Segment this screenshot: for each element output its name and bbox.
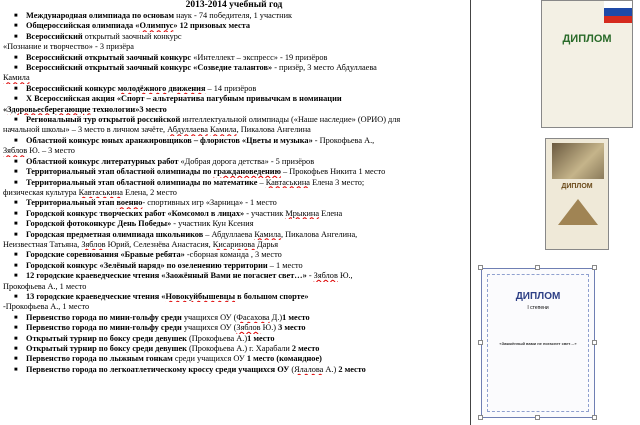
list-item-text: Камила: [209, 125, 237, 135]
divider-line: [470, 0, 471, 425]
list-item: [0, 271, 468, 281]
bullet-icon: ■: [14, 33, 18, 40]
list-item-text: , Пикалова Ангелина: [236, 125, 311, 135]
resize-handle-icon[interactable]: [592, 340, 597, 345]
list-item-text: Городской конкурс «Зелёный наряд» по озеленению территории: [26, 260, 268, 270]
list-item: [0, 167, 468, 177]
list-item-text: Ялалова: [294, 364, 324, 374]
list-item: [0, 84, 468, 94]
list-item-text: Зяблов: [236, 323, 261, 333]
bullet-icon: ■: [14, 335, 18, 342]
list-item-text: Прокофьева А., 1 место: [3, 281, 87, 291]
list-item-text: 2 место: [291, 344, 320, 353]
photo-image: [552, 143, 604, 179]
list-item-text: наук - 74 победителя, 1 участник: [176, 11, 293, 20]
list-item-text: (: [289, 364, 295, 374]
list-item: [0, 146, 468, 156]
list-item: [0, 73, 468, 83]
bullet-icon: ■: [14, 169, 18, 176]
list-item-text: Юрий, Селезнёва Анастасия,: [105, 239, 213, 249]
list-item-text: 1 место (командное): [246, 354, 322, 364]
bullet-icon: ■: [14, 85, 18, 92]
bullet-icon: ■: [14, 117, 18, 124]
list-item-text: -: [306, 271, 314, 281]
list-item: [0, 32, 468, 42]
bullet-icon: ■: [14, 65, 18, 72]
list-item-text: молодёжного движения: [117, 83, 206, 93]
list-item-text: Новокуйбышевцы: [165, 291, 236, 301]
list-item-text: в большом спорте»: [235, 291, 309, 301]
list-item: [0, 42, 468, 52]
list-item-text: «: [3, 104, 8, 114]
list-item-text: Общероссийская олимпиада «: [26, 21, 140, 31]
list-item-text: военно: [116, 198, 143, 208]
list-item-text: граждановедению: [213, 167, 281, 177]
list-item: [0, 53, 468, 63]
list-item-text: Зяблов: [313, 271, 338, 281]
list-item-text: Городской фотоконкурс День Победы»: [26, 219, 172, 229]
list-item-text: Фасахова: [236, 312, 270, 322]
list-item: [0, 250, 468, 260]
list-item-text: А.): [323, 364, 339, 374]
list-item: [0, 261, 468, 271]
list-item-text: Елена: [319, 208, 343, 218]
list-item: [0, 94, 468, 104]
bullet-icon: ■: [14, 293, 18, 300]
list-item-text: Здоровьесберегающие: [7, 104, 91, 114]
list-item: [0, 136, 468, 146]
resize-handle-icon[interactable]: [478, 265, 483, 270]
list-item-text: Открытый турнир по боксу среди девушек: [26, 344, 190, 353]
list-item-text: физическая культура: [3, 187, 79, 197]
list-item-text: Первенство города по мини-гольфу среди: [26, 323, 184, 333]
list-item-text: 12 городские краеведческие чтения «Заожённый Вами не погаснет свет…»: [26, 271, 307, 281]
list-item-text: Первенство города по мини-гольфу среди: [26, 312, 184, 322]
list-item: [0, 302, 468, 312]
bullet-icon: ■: [14, 137, 18, 144]
list-item-text: –: [257, 177, 266, 187]
list-item-text: Олимпус: [139, 21, 174, 31]
list-item-text: «Добрая дорога детства» - 5 призёров: [180, 156, 315, 166]
list-item-text: , Пикалова Ангелина,: [280, 229, 358, 239]
list-item: [0, 334, 468, 344]
diploma-image-1: [541, 0, 633, 128]
list-item-text: -сборная команда , 3 место: [184, 250, 282, 260]
bullet-icon: ■: [14, 273, 18, 280]
list-item: [0, 188, 468, 198]
diploma-image-2: [545, 138, 609, 250]
list-item-text: 13 городские краеведческие чтения «: [26, 291, 166, 301]
list-item-text: Д.): [269, 312, 283, 322]
list-item-text: -Прокофьева А., 1 место: [3, 302, 90, 312]
resize-handle-icon[interactable]: [535, 415, 540, 420]
bullet-icon: ■: [14, 314, 18, 321]
page-title: 2013-2014 учебный год: [185, 0, 283, 10]
list-item: [0, 354, 468, 364]
list-item: [0, 178, 468, 188]
list-item-text: Кавтаськина: [78, 187, 123, 197]
list-item-text: Неизвестная Татьяна,: [3, 239, 82, 249]
list-item-text: 1 место: [282, 312, 310, 322]
diploma-title: ДИПЛОМ: [561, 183, 593, 190]
list-item-text: Областной конкурс литературных работ: [26, 156, 181, 166]
list-item-text: Мрыкина: [285, 208, 320, 218]
list-item: [0, 209, 468, 219]
diploma-degree: I степени: [527, 305, 549, 311]
list-item-text: Областной конкурс юных аранжировщиков – флористов «Цветы и музыка»: [26, 135, 313, 145]
list-item-text: Всероссийский конкурс: [26, 83, 118, 93]
list-item-text: Региональный тур открытой российской: [26, 115, 183, 125]
list-item-text: Городской конкурс творческих работ «Комсомол в лицах»: [26, 208, 245, 218]
list-item-text: Территориальный этап областной олимпиады по: [26, 167, 214, 177]
list-item-text: Елена 3 место;: [310, 177, 365, 187]
list-item: [0, 240, 468, 250]
bullet-icon: ■: [14, 210, 18, 217]
list-item-text: 2 место: [338, 364, 366, 374]
list-item-text: Камила: [3, 73, 30, 83]
list-item: [0, 230, 468, 240]
resize-handle-icon[interactable]: [592, 415, 597, 420]
bullet-icon: ■: [14, 54, 18, 61]
list-item-text: среди учащихся ОУ: [174, 354, 247, 364]
list-item: [0, 105, 468, 115]
list-item-text: » 12 призовых места: [173, 21, 250, 31]
list-item-text: – 1 место: [267, 260, 303, 270]
achievement-list: [0, 11, 468, 375]
diploma-quote: «Зажжённый вами не погаснет свет…»: [499, 341, 577, 346]
list-item-text: Первенство города по легкоатлетическому кроссу среди учащихся ОУ: [26, 364, 290, 374]
list-item-text: (Прокофьева А.) г. Харабали: [189, 344, 292, 353]
list-item-text: учащихся ОУ (: [183, 323, 237, 333]
list-item-text: – Прокофьев Никита 1 место: [280, 167, 386, 177]
resize-handle-icon[interactable]: [478, 415, 483, 420]
list-item-text: X Всероссийская акция «Спорт – альтернатива пагубным привычкам в номинации: [26, 94, 342, 104]
resize-handle-icon[interactable]: [535, 265, 540, 270]
list-item-text: Зяблов: [3, 146, 28, 156]
bullet-icon: ■: [14, 96, 18, 103]
list-item-text: Территориальный этап: [26, 198, 117, 208]
list-item-text: «Интеллект – экспресс» - 19 призёров: [193, 52, 328, 62]
list-item-text: 3 место: [278, 323, 306, 333]
list-item-text: (Прокофьева А.): [189, 333, 248, 343]
list-item: [0, 323, 468, 333]
list-item-text: Камила: [254, 229, 281, 239]
list-item-text: Всероссийский открытый заочный конкурс: [26, 52, 194, 62]
list-item-text: Абдуллаева: [167, 125, 208, 135]
diploma-title: ДИПЛОМ: [562, 33, 612, 45]
list-item-text: Ю. – 3 место: [27, 146, 75, 156]
list-item-text: Ю.): [260, 323, 279, 333]
list-item-text: Первенство города по лыжным гонкам: [26, 354, 175, 364]
list-item-text: – Абдуллаева: [203, 229, 255, 239]
list-item-text: Ю.,: [337, 271, 353, 281]
diploma-image-3: [481, 268, 595, 418]
list-item-text: Территориальный этап областной олимпиады по математике: [26, 177, 258, 187]
list-item-text: Открытый турнир по боксу среди девушек: [26, 333, 190, 343]
list-item-text: 1 место: [247, 333, 275, 343]
list-item-text: Кисаринова: [212, 239, 255, 249]
bullet-icon: ■: [14, 179, 18, 186]
list-item-text: Елена, 2 место: [122, 187, 177, 197]
resize-handle-icon[interactable]: [478, 340, 483, 345]
list-item: [0, 365, 468, 375]
list-item-text: технологии»3 место: [90, 104, 167, 114]
bullet-icon: ■: [14, 325, 18, 332]
list-item: [0, 198, 468, 208]
list-item-text: Международная олимпиада по основам: [26, 11, 177, 20]
emblem-icon: [558, 199, 598, 225]
bullet-icon: ■: [14, 200, 18, 207]
list-item: [0, 11, 468, 21]
bullet-icon: ■: [14, 23, 18, 30]
list-item-text: учащихся ОУ (: [183, 312, 237, 322]
bullet-icon: ■: [14, 356, 18, 363]
list-item-text: - спортивных игр «Зарница» - 1 место: [142, 198, 277, 208]
list-item: [0, 125, 468, 135]
bullet-icon: ■: [14, 13, 18, 19]
list-item-text: Городская предметная олимпиада школьников: [26, 229, 204, 239]
list-item-text: - участник Кун Ксения: [171, 219, 254, 229]
bullet-icon: ■: [14, 231, 18, 238]
resize-handle-icon[interactable]: [592, 265, 597, 270]
list-item: [0, 63, 468, 73]
bullet-icon: ■: [14, 346, 18, 352]
list-item-text: - участник: [244, 208, 286, 218]
bullet-icon: ■: [14, 158, 18, 165]
bullet-icon: ■: [14, 262, 18, 269]
list-item-text: интеллектуальной олимпиады («Наше наследие» (ОРИО) для: [182, 115, 401, 125]
list-item-text: Кавтаськина: [265, 177, 310, 187]
bullet-icon: ■: [14, 366, 18, 373]
list-item-text: - призёр, 3 место Абдуллаева: [274, 63, 377, 73]
list-item-text: Дарья: [254, 239, 279, 249]
diploma-title: ДИПЛОМ: [515, 291, 561, 302]
bullet-icon: ■: [14, 252, 18, 259]
list-item-text: Всероссийский открытый заочный конкурс «Созведие талантов»: [26, 63, 275, 73]
list-item-text: «Познание и творчество» - 3 призёра: [3, 42, 134, 52]
list-item-text: Городские соревнования «Бравые ребята»: [26, 250, 185, 260]
list-item: [0, 115, 468, 125]
bullet-icon: ■: [14, 221, 18, 228]
list-item-text: – 14 призёров: [205, 83, 257, 93]
list-item: [0, 219, 468, 229]
list-item-text: Зяблов: [81, 239, 106, 249]
list-item-text: Всероссийский: [26, 31, 85, 41]
list-item: [0, 21, 468, 31]
list-item: [0, 344, 468, 354]
list-item-text: открытый заочный конкурс: [84, 31, 182, 41]
list-item: [0, 292, 468, 302]
list-item-text: начальной школы» – 3 место в личном зачёте,: [3, 125, 168, 135]
list-item: [0, 282, 468, 292]
list-item-text: - Прокофьева А.,: [312, 135, 375, 145]
flag-icon: [604, 1, 632, 23]
list-item: [0, 313, 468, 323]
list-item: [0, 157, 468, 167]
